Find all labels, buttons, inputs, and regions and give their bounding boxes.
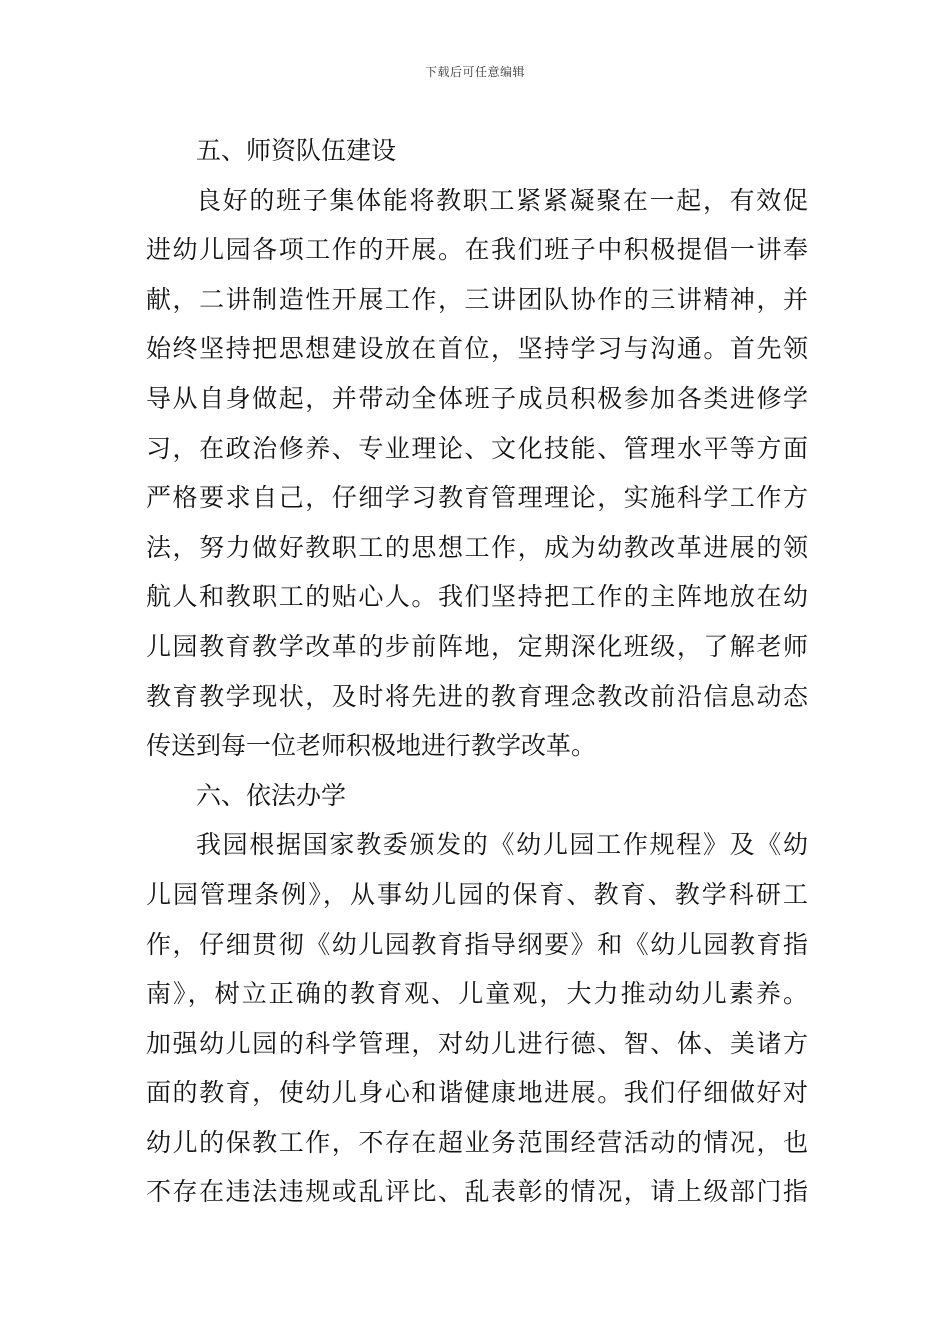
paragraph-lawful-operation xyxy=(146,820,808,1217)
paragraph-line: 良好的班子集体能将教职工紧紧凝聚在一起，有效促 xyxy=(196,185,808,215)
paragraph-line: 面的教育，使幼儿身心和谐健康地进展。我们仔细做好对 xyxy=(146,1078,808,1108)
paragraph-line: 法，努力做好教职工的思想工作，成为幼教改革进展的领 xyxy=(146,532,808,562)
page-header: 下载后可任意编辑 xyxy=(424,65,525,79)
section-heading-teacher-team: 五、师资队伍建设 xyxy=(196,136,397,165)
paragraph-line: 传送到每一位老师积极地进行教学改革。 xyxy=(146,731,597,761)
paragraph-line: 南》，树立正确的教育观、儿童观，大力推动幼儿素养。 xyxy=(146,979,808,1009)
paragraph-line: 始终坚持把思想建设放在首位，坚持学习与沟通。首先领 xyxy=(146,334,808,364)
section-heading-lawful-operation: 六、依法办学 xyxy=(196,780,347,810)
paragraph-line: 教育教学现状，及时将先进的教育理念教改前沿信息动态 xyxy=(146,681,808,711)
paragraph-line: 幼儿的保教工作，不存在超业务范围经营活动的情况，也 xyxy=(146,1127,808,1157)
paragraph-line: 不存在违法违规或乱评比、乱表彰的情况，请上级部门指 xyxy=(146,1177,808,1207)
paragraph-line: 习，在政治修养、专业理论、文化技能、管理水平等方面 xyxy=(146,433,808,463)
paragraph-line: 儿园管理条例》，从事幼儿园的保育、教育、教学科研工 xyxy=(146,879,808,909)
document-body xyxy=(146,126,808,1217)
paragraph-teacher-team xyxy=(146,176,808,771)
paragraph-line: 航人和教职工的贴心人。我们坚持把工作的主阵地放在幼 xyxy=(146,582,808,612)
paragraph-line: 献，二讲制造性开展工作，三讲团队协作的三讲精神，并 xyxy=(146,284,808,314)
paragraph-line: 进幼儿园各项工作的开展。在我们班子中积极提倡一讲奉 xyxy=(146,235,808,265)
paragraph-line: 严格要求自己，仔细学习教育管理理论，实施科学工作方 xyxy=(146,483,808,513)
paragraph-line: 作，仔细贯彻《幼儿园教育指导纲要》和《幼儿园教育指 xyxy=(146,929,808,959)
paragraph-line: 加强幼儿园的科学管理，对幼儿进行德、智、体、美诸方 xyxy=(146,1028,808,1058)
paragraph-line: 儿园教育教学改革的步前阵地，定期深化班级，了解老师 xyxy=(146,631,808,661)
paragraph-line: 我园根据国家教委颁发的《幼儿园工作规程》及《幼 xyxy=(196,830,808,860)
paragraph-line: 导从自身做起，并带动全体班子成员积极参加各类进修学 xyxy=(146,383,808,413)
